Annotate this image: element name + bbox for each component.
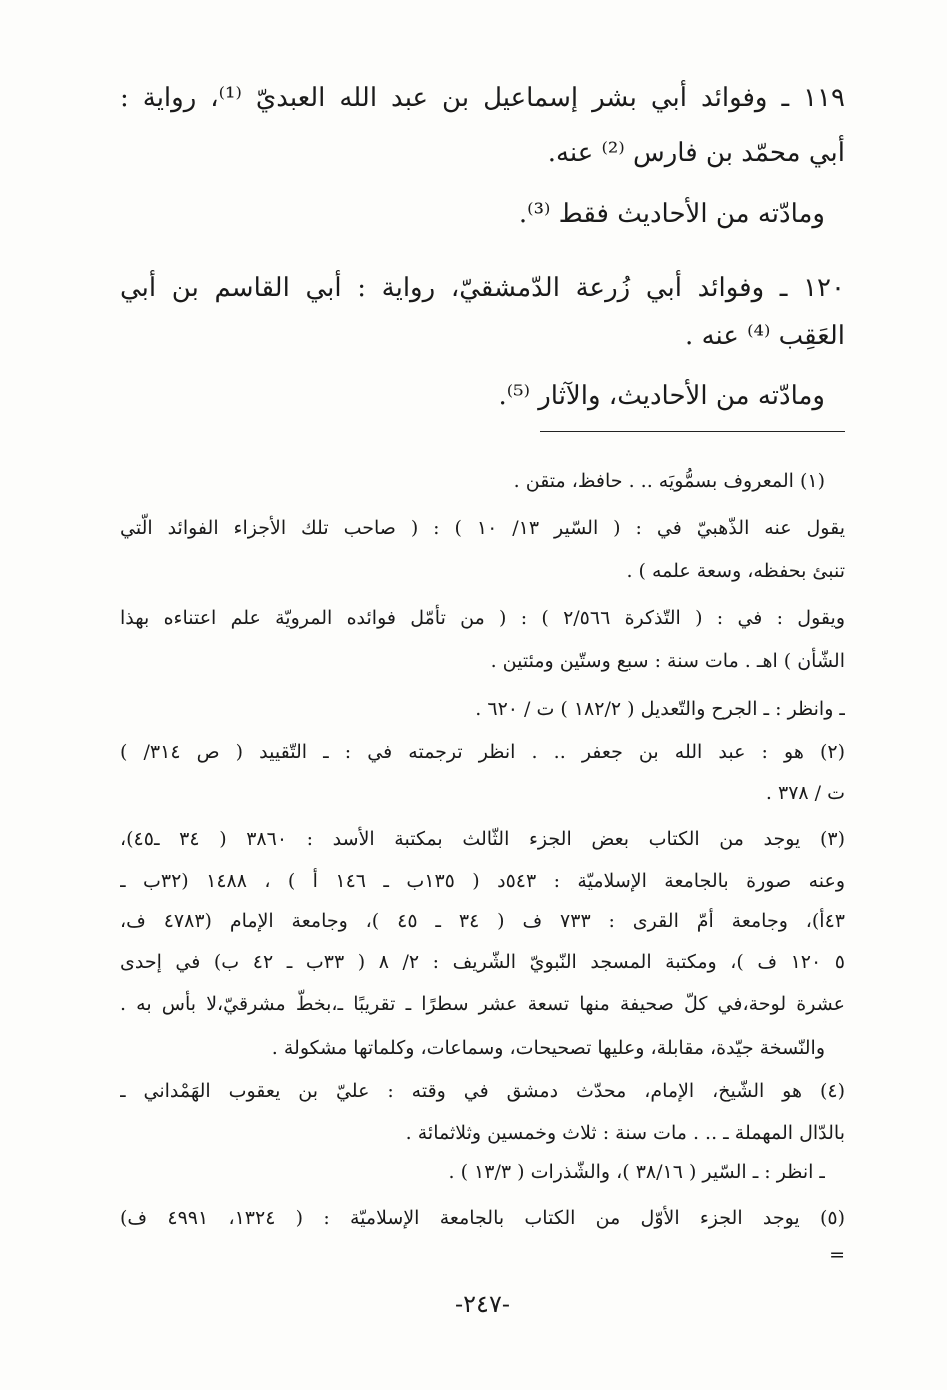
footnote-1-line-5: الشّأن ) اهـ . مات سنة : سبع وستّين ومئتين .	[490, 650, 845, 672]
footnote-4-line-2: بالدّال المهملة ـ .. . مات سنة : ثلاث وخمسين وثلاثمائة .	[405, 1122, 845, 1144]
entry-120-line-2: العَقِب ⁽⁴⁾ عنه .	[685, 321, 845, 351]
entry-119-content: ومادّته من الأحاديث فقط ⁽³⁾.	[518, 199, 825, 229]
footnote-1-line-3: تنبئ بحفظه، وسعة علمه ) .	[626, 560, 845, 582]
footnote-4-line-3: ـ انظر : ـ السّير ( ٣٨/١٦ )، والشّذرات ( ١٣/٣ ) .	[448, 1161, 825, 1183]
footnote-2: (٢) هو : عبد الله بن جعفر .. . انظر ترجمته في : ـ التّقييد ( ص ٣١٤/ )	[120, 741, 845, 763]
footnote-1-line-2: يقول عنه الذّهبيّ في : ( السّير ١٣/ ١٠ ) : ( صاحب تلك الأجزاء الفوائد الّتي	[120, 517, 845, 539]
footnote-3-line-2: وعنه صورة بالجامعة الإسلاميّة : ٥٤٣د ( ١٣٥ب ـ ١٤٦ أ ) ، ١٤٨٨ (٣٢ب ـ	[120, 870, 845, 892]
footnote-1-line-6: ـ وانظر : ـ الجرح والتّعديل ( ١٨٢/٢ ) ت / ٦٢٠ .	[475, 698, 845, 720]
entry-120-line-1: ١٢٠ ـ وفوائد أبي زُرعة الدّمشقيّ، رواية : أبي القاسم بن أبي	[120, 273, 845, 303]
entry-119-line-1: ١١٩ ـ وفوائد أبي بشر إسماعيل بن عبد الله العبديّ ⁽¹⁾، رواية :	[120, 83, 845, 113]
footnote-3-line-5: عشرة لوحة،في كلّ صحيفة منها تسعة عشر سطرًا ـ تقريبًا ـ،بخطّ مشرقيّ،لا بأس به .	[120, 993, 845, 1015]
footnote-3-line-6: والنّسخة جيّدة، مقابلة، وعليها تصحيحات، وسماعات، وكلماتها مشكولة .	[271, 1037, 825, 1059]
page-number: -٢٤٧-	[455, 1290, 510, 1318]
entry-120-content: ومادّته من الأحاديث، والآثار ⁽⁵⁾.	[498, 381, 825, 411]
continuation-mark: =	[829, 1244, 845, 1266]
footnote-separator	[540, 431, 845, 432]
footnote-2-line-2: ت / ٣٧٨ .	[765, 782, 845, 804]
footnote-1-line-4: ويقول : في : ( التّذكرة ٢/٥٦٦ ) : ( من تأمّل فوائده المرويّة علم اعتناءه بهذا	[120, 607, 845, 629]
footnote-3-line-3: ٤٣أ)، وجامعة أمّ القرى : ٧٣٣ ف ( ٣٤ ـ ٤٥ )، وجامعة الإمام (٤٧٨٣ ف،	[120, 910, 845, 932]
footnote-3: (٣) يوجد من الكتاب بعض الجزء الثّالث بمكتبة الأسد : ٣٨٦٠ ( ٣٤ ـ٤٥)،	[120, 828, 845, 850]
footnote-3-line-4: ٥ ١٢٠ ف )، ومكتبة المسجد النّبويّ الشّريف : ٢/ ٨ ( ٣٣ب ـ ٤٢ ب) في إحدى	[120, 951, 845, 973]
footnote-5: (٥) يوجد الجزء الأوّل من الكتاب بالجامعة الإسلاميّة : ( ١٣٢٤، ٤٩٩١ ف)	[120, 1207, 845, 1229]
footnote-1: (١) المعروف بسمُّويَه .. . حافظ، متقن .	[513, 470, 825, 492]
book-page	[120, 0, 845, 1390]
entry-119-line-2: أبي محمّد بن فارس ⁽²⁾ عنه.	[547, 138, 845, 168]
footnote-4: (٤) هو الشّيخ، الإمام، محدّث دمشق في وقته : عليّ بن يعقوب الهَمْداني ـ	[120, 1080, 845, 1102]
